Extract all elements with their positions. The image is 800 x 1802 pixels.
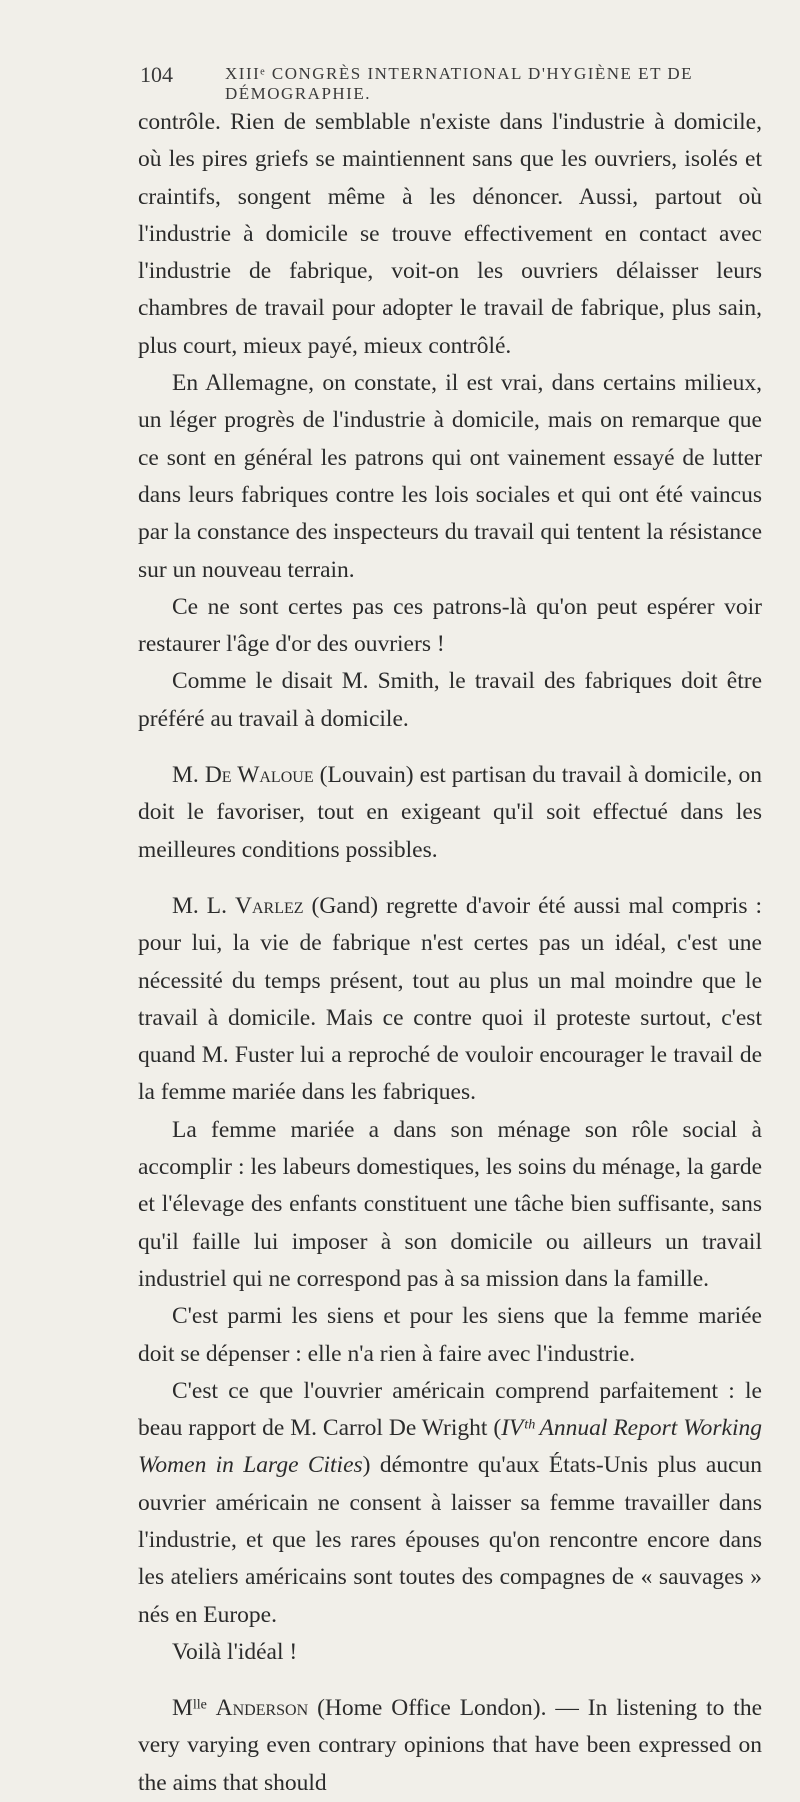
paragraph-5 — [138, 757, 762, 869]
speaker-name: Anderson — [215, 1695, 309, 1722]
running-head — [140, 62, 720, 103]
page-number: 104 — [140, 62, 173, 87]
paragraph-6 — [138, 888, 762, 1112]
paragraph-11-pre: Mˡˡᵉ — [172, 1695, 216, 1722]
paragraph-7: La femme mariée a dans son ménage son rôle social à accomplir : les labeurs domestiques, les soins du ménage, la garde et l'élevage des enfants constituent une tâche bien suffisante, sans qu'il faille lui imposer à son domicile ou ailleurs un travail industriel qui ne correspond pas à sa mission dans la famille. — [138, 1116, 762, 1292]
paragraph-5-pre: M. — [172, 762, 205, 789]
speaker-name: De Waloue — [204, 762, 314, 789]
report-title: IVᵗʰ Annual Report Working Women in Large Cities — [138, 1415, 762, 1479]
speaker-name: Varlez — [235, 892, 304, 919]
running-title: XIIIᵉ CONGRÈS INTERNATIONAL D'HYGIÈNE ET DE DÉMOGRAPHIE. — [225, 64, 694, 103]
paragraph-11-text: (Home Office London). — In listening to the very varying even contrary opinions that have been expressed on the aims that should — [138, 1695, 762, 1796]
paragraph-4: Comme le disait M. Smith, le travail des fabriques doit être préféré au travail à domicile. — [138, 668, 762, 732]
paragraph-2: En Allemagne, on constate, il est vrai, dans certains milieux, un léger progrès de l'industrie à domicile, mais on remarque que ce sont en général les patrons qui ont vainement essayé de lutter dans leurs fabriques contre les lois sociales et qui ont été vaincus par la constance des inspecteurs du travail qui tentent la résistance sur un nouveau terrain. — [138, 370, 762, 583]
paragraph-3: Ce ne sont certes pas ces patrons-là qu'on peut espérer voir restaurer l'âge d'or des ouvriers ! — [138, 593, 762, 658]
paragraph-1: contrôle. Rien de semblable n'existe dans l'industrie à domicile, où les pires griefs se maintiennent sans que les ouvriers, isolés et craintifs, songent même à les dénoncer. Aussi, partout où l'industrie à domicile se trouve effectivement en contact avec l'industrie de fabrique, voit-on les ouvriers délaisser leurs chambres de travail pour adopter le travail de fabrique, plus sain, plus court, mieux payé, mieux contrôlé. — [138, 109, 762, 359]
paragraph-9-post: ) démontre qu'aux États-Unis plus aucun ouvrier américain ne consent à laisser sa femme travailler dans l'industrie, et que les rares épouses qu'on rencontre encore dans les ateliers américains sont toutes des compagnes de « sauvages » nés en Europe. — [138, 1452, 762, 1628]
paragraph-6-pre: M. L. — [172, 892, 236, 919]
paragraph-5-text: (Louvain) est partisan du travail à domicile, on doit le favoriser, tout en exigeant qu'il soit effectué dans les meilleures conditions possibles. — [138, 762, 762, 863]
paragraph-9-pre: C'est ce que l'ouvrier américain comprend parfaitement : le beau rapport de M. Carrol De Wright ( — [138, 1377, 762, 1442]
body-text — [138, 104, 762, 1802]
paragraph-11 — [138, 1690, 762, 1802]
paragraph-10: Voilà l'idéal ! — [172, 1638, 298, 1665]
paragraph-6-text: (Gand) regrette d'avoir été aussi mal compris : pour lui, la vie de fabrique n'est certes pas un idéal, c'est une nécessité du temps présent, tout au plus un mal moindre que le travail à domicile. Mais ce contre quoi il proteste surtout, c'est quand M. Fuster lui a reproché de vouloir encourager le travail de la femme mariée dans les fabriques. — [138, 892, 762, 1106]
paragraph-8: C'est parmi les siens et pour les siens que la femme mariée doit se dépenser : elle n'a rien à faire avec l'industrie. — [138, 1303, 762, 1367]
paragraph-9 — [138, 1373, 762, 1634]
